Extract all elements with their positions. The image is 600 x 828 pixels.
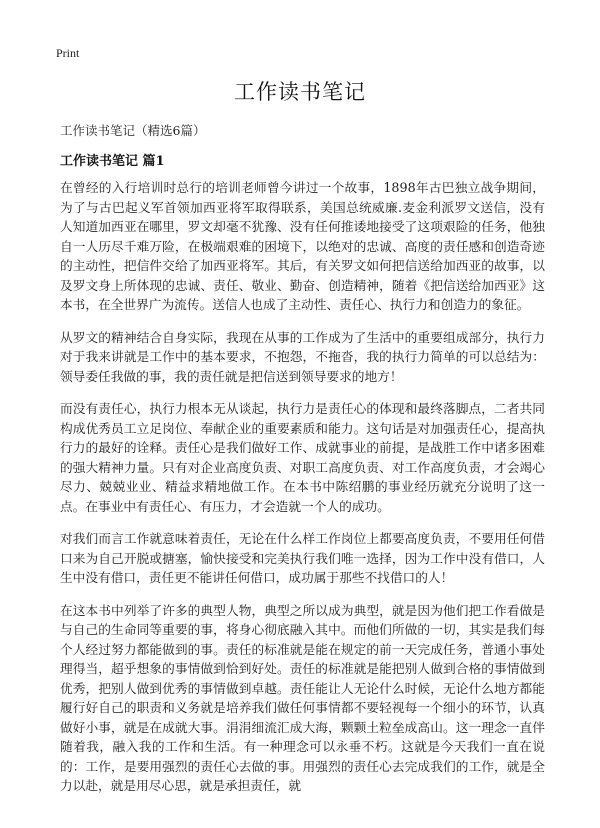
paragraph-1: 在曾经的入行培训时总行的培训老师曾今讲过一个故事，1898年古巴独立战争期间，为了与古巴起义军首领加西亚将军取得联系，美国总统威廉.麦金利派罗文送信，没有人知道加西亚在哪里，罗文却毫不犹豫、没有任何推诿地接受了这项艰险的任务，他独自一人历尽千难万险，在极端艰难的困境下，以绝对的忠诚、高度的责任感和创造奇迹的主动性，把信件交给了加西亚将军。其后，有关罗文如何把信送给加西亚的故事，以及罗文身上所体现的忠诚、责任、敬业、勤奋、创造精神，随着《把信送给加西亚》这本书，在全世界广为流传。送信人也成了主动性、责任心、执行力和创造力的象征。 (60, 180, 545, 312)
paragraph-5: 在这本书中列举了许多的典型人物，典型之所以成为典型，就是因为他们把工作看做是与自己的生命同等重要的事，将身心彻底融入其中。而他们所做的一切，其实是我们每个人经过努力都能做到的事。责任的标准就是能在规定的前一天完成任务，普通小事处理得当，超乎想象的事情做到恰到好处。责任的标准就是能把别人做到合格的事情做到优秀，把别人做到优秀的事情做到卓越。责任能让人无论什么时候，无论什么地方都能履行好自己的职责和义务就是培养我们做任何事情都不要轻视每一个细小的环节，认真做好小事，就是在成就大事。涓涓细流汇成大海，颗颗土粒垒成高山。这一理念一直伴随着我，融入我的工作和生活。有一种理念可以永垂不朽。这就是今天我们一直在说的：工作，是要用强烈的责任心去做的事。用强烈的责任心去完成我们的工作，就是全力以赴，就是用尽心思，就是承担责任，就 (60, 602, 545, 793)
section-heading: 工作读书笔记 篇1 (60, 154, 165, 169)
article-body (60, 178, 545, 809)
paragraph-3: 而没有责任心，执行力根本无从谈起，执行力是责任心的体现和最终落脚点，二者共同构成优秀员工立足岗位、奉献企业的重要素质和能力。这句话是对加强责任心，提高执行力的最好的诠释。责任心是我们做好工作、成就事业的前提，是战胜工作中诸多困难的强大精神力量。只有对企业高度负责、对职工高度负责、对工作高度负责，才会竭心尽力、兢兢业业、精益求精地做工作。在本书中陈绍鹏的事业经历就充分说明了这一点。在事业中有责任心、有压力，才会造就一个人的成功。 (60, 401, 545, 514)
document-subtitle: 工作读书笔记（精选6篇） (60, 123, 206, 138)
page-title: 工作读书笔记 (234, 80, 366, 104)
paragraph-2: 从罗文的精神结合自身实际，我现在从事的工作成为了生活中的重要组成部分，执行力对于我来讲就是工作中的基本要求，不抱怨，不拖沓，我的执行力简单的可以总结为：领导委任我做的事，我的责任就是把信送到领导要求的地方！ (60, 329, 545, 384)
paragraph-4: 对我们而言工作就意味着责任，无论在什么样工作岗位上都要高度负责，不要用任何借口来为自己开脱或搪塞，愉快接受和完美执行我们唯一选择，因为工作中没有借口，人生中没有借口，责任更不能讲任何借口，成功属于那些不找借口的人！ (60, 531, 545, 585)
print-label: Print (56, 46, 80, 60)
